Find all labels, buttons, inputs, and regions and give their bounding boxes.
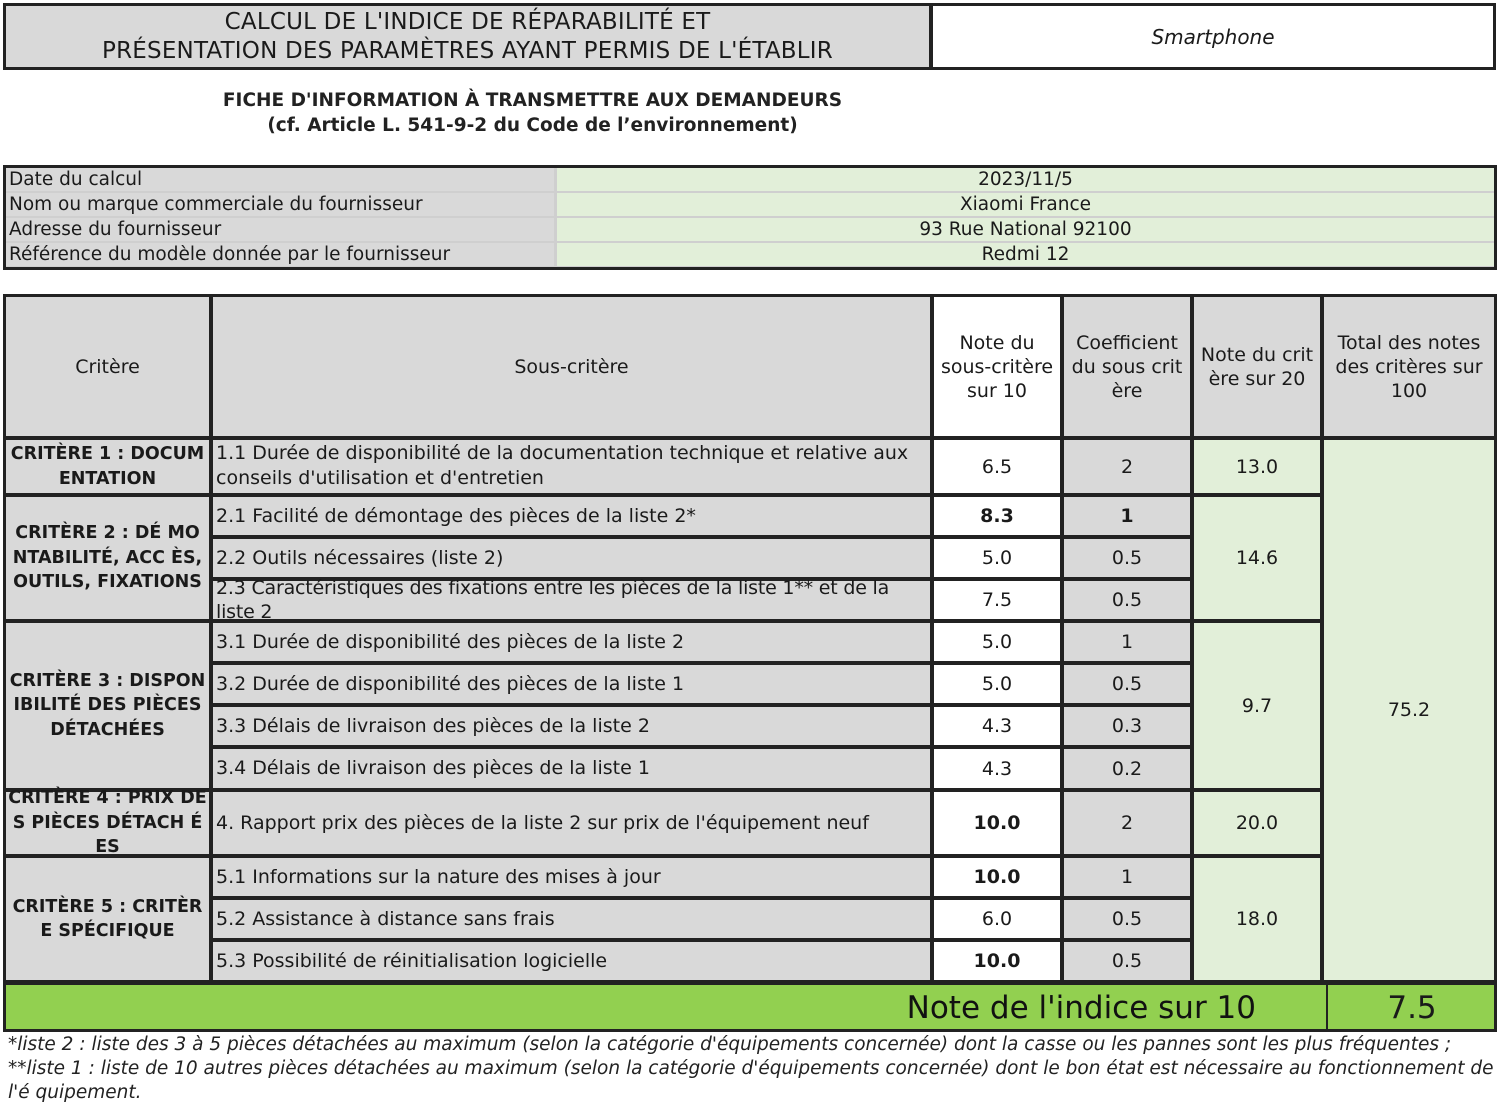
criterion-5: CRITÈRE 5 : CRITÈRE SPÉCIFIQUE [6,858,209,980]
coef-4: 2 [1064,792,1190,854]
note-3-2: 5.0 [934,665,1060,703]
criterion-4-score: 20.0 [1194,792,1320,854]
sub-criterion-3-4: 3.4 Délais de livraison des pièces de la liste 1 [213,749,930,788]
fiche-line-2: (cf. Article L. 541-9-2 du Code de l’environnement) [267,115,798,136]
info-value: 2023/11/5 [557,168,1494,191]
note-2-3: 7.5 [934,581,1060,619]
criterion-1-score: 13.0 [1194,440,1320,493]
note-2-2: 5.0 [934,539,1060,577]
sub-criterion-4: 4. Rapport prix des pièces de la liste 2 sur prix de l'équipement neuf [213,792,930,854]
info-value: 93 Rue National 92100 [557,218,1494,241]
note-3-4: 4.3 [934,749,1060,788]
footnote-liste-1: **liste 1 : liste de 10 autres pièces détachées au maximum (selon la catégorie d'équipements concernée) dont le bon état est nécessaire au fonctionnement de l'é quipement. [8,1058,1494,1103]
coef-3-3: 0.3 [1064,707,1190,745]
repairability-index-bar [3,982,1497,1032]
note-5-1: 10.0 [934,858,1060,896]
info-row-model [6,243,1494,268]
sub-criterion-3-2: 3.2 Durée de disponibilité des pièces de la liste 1 [213,665,930,703]
criterion-1: CRITÈRE 1 : DOCUMENTATION [6,440,209,493]
sub-criterion-5-2: 5.2 Assistance à distance sans frais [213,900,930,938]
note-2-1: 8.3 [934,497,1060,535]
coef-2-2: 0.5 [1064,539,1190,577]
footnotes [8,1033,1498,1105]
index-value: 7.5 [1326,985,1496,1029]
sub-criterion-5-1: 5.1 Informations sur la nature des mises à jour [213,858,930,896]
footnote-liste-2: *liste 2 : liste des 3 à 5 pièces détachées au maximum (selon la catégorie d'équipements concernée) dont la casse ou les pannes sont les plus fréquentes ; [8,1034,1452,1055]
criterion-3: CRITÈRE 3 : DISPONIBILITÉ DES PIÈCES DÉTACHÉES [6,623,209,788]
coef-5-2: 0.5 [1064,900,1190,938]
info-row-address [6,218,1494,243]
criterion-2-score: 14.6 [1194,497,1320,619]
total-score-100: 75.2 [1324,440,1494,980]
header-note-sous-critere: Note du sous-critère sur 10 [934,297,1060,436]
sub-criterion-3-1: 3.1 Durée de disponibilité des pièces de la liste 2 [213,623,930,661]
form-title [3,3,932,70]
sub-criterion-2-2: 2.2 Outils nécessaires (liste 2) [213,539,930,577]
header-coefficient: Coefficient du sous crit ère [1064,297,1190,436]
note-5-2: 6.0 [934,900,1060,938]
header-sous-critere: Sous-critère [213,297,930,436]
note-3-1: 5.0 [934,623,1060,661]
product-type: Smartphone [930,3,1496,70]
sub-criterion-3-3: 3.3 Délais de livraison des pièces de la liste 2 [213,707,930,745]
coef-3-4: 0.2 [1064,749,1190,788]
coef-2-1: 1 [1064,497,1190,535]
note-4: 10.0 [934,792,1060,854]
supplier-info-table [3,165,1497,270]
coef-5-3: 0.5 [1064,942,1190,980]
sub-criterion-5-3: 5.3 Possibilité de réinitialisation logicielle [213,942,930,980]
criterion-4: CRITÈRE 4 : PRIX DES PIÈCES DÉTACH ÉES [6,792,209,854]
coef-5-1: 1 [1064,858,1190,896]
coef-3-1: 1 [1064,623,1190,661]
coef-2-3: 0.5 [1064,581,1190,619]
coef-3-2: 0.5 [1064,665,1190,703]
criterion-3-score: 9.7 [1194,623,1320,788]
info-value: Redmi 12 [557,243,1494,266]
info-row-supplier [6,193,1494,218]
info-label: Référence du modèle donnée par le fournisseur [6,243,554,266]
sub-criterion-2-1: 2.1 Facilité de démontage des pièces de la liste 2* [213,497,930,535]
note-1-1: 6.5 [934,440,1060,493]
criterion-2: CRITÈRE 2 : DÉ MONTABILITÉ, ACC ÈS, OUTILS, FIXATIONS [6,497,209,619]
fiche-heading [0,88,1065,138]
header-total: Total des notes des critères sur 100 [1324,297,1494,436]
info-row-date [6,168,1494,193]
info-label: Nom ou marque commerciale du fournisseur [6,193,554,216]
criterion-5-score: 18.0 [1194,858,1320,980]
note-5-3: 10.0 [934,942,1060,980]
coef-1-1: 2 [1064,440,1190,493]
note-3-3: 4.3 [934,707,1060,745]
fiche-line-1: FICHE D'INFORMATION À TRANSMETTRE AUX DEMANDEURS [222,90,843,111]
header-critere: Critère [6,297,209,436]
sub-criterion-2-3: 2.3 Caractéristiques des fixations entre les pièces de la liste 1** et de la liste 2 [213,581,930,619]
sub-criterion-1-1: 1.1 Durée de disponibilité de la documentation technique et relative aux conseils d'utilisation et d'entretien [213,440,930,493]
index-label: Note de l'indice sur 10 [906,990,1256,1026]
header-note-critere: Note du crit ère sur 20 [1194,297,1320,436]
info-label: Adresse du fournisseur [6,218,554,241]
title-line-2: PRÉSENTATION DES PARAMÈTRES AYANT PERMIS DE L'ÉTABLIR [102,37,833,64]
title-line-1: CALCUL DE L'INDICE DE RÉPARABILITÉ ET [224,8,711,35]
info-label: Date du calcul [6,168,554,191]
info-value: Xiaomi France [557,193,1494,216]
